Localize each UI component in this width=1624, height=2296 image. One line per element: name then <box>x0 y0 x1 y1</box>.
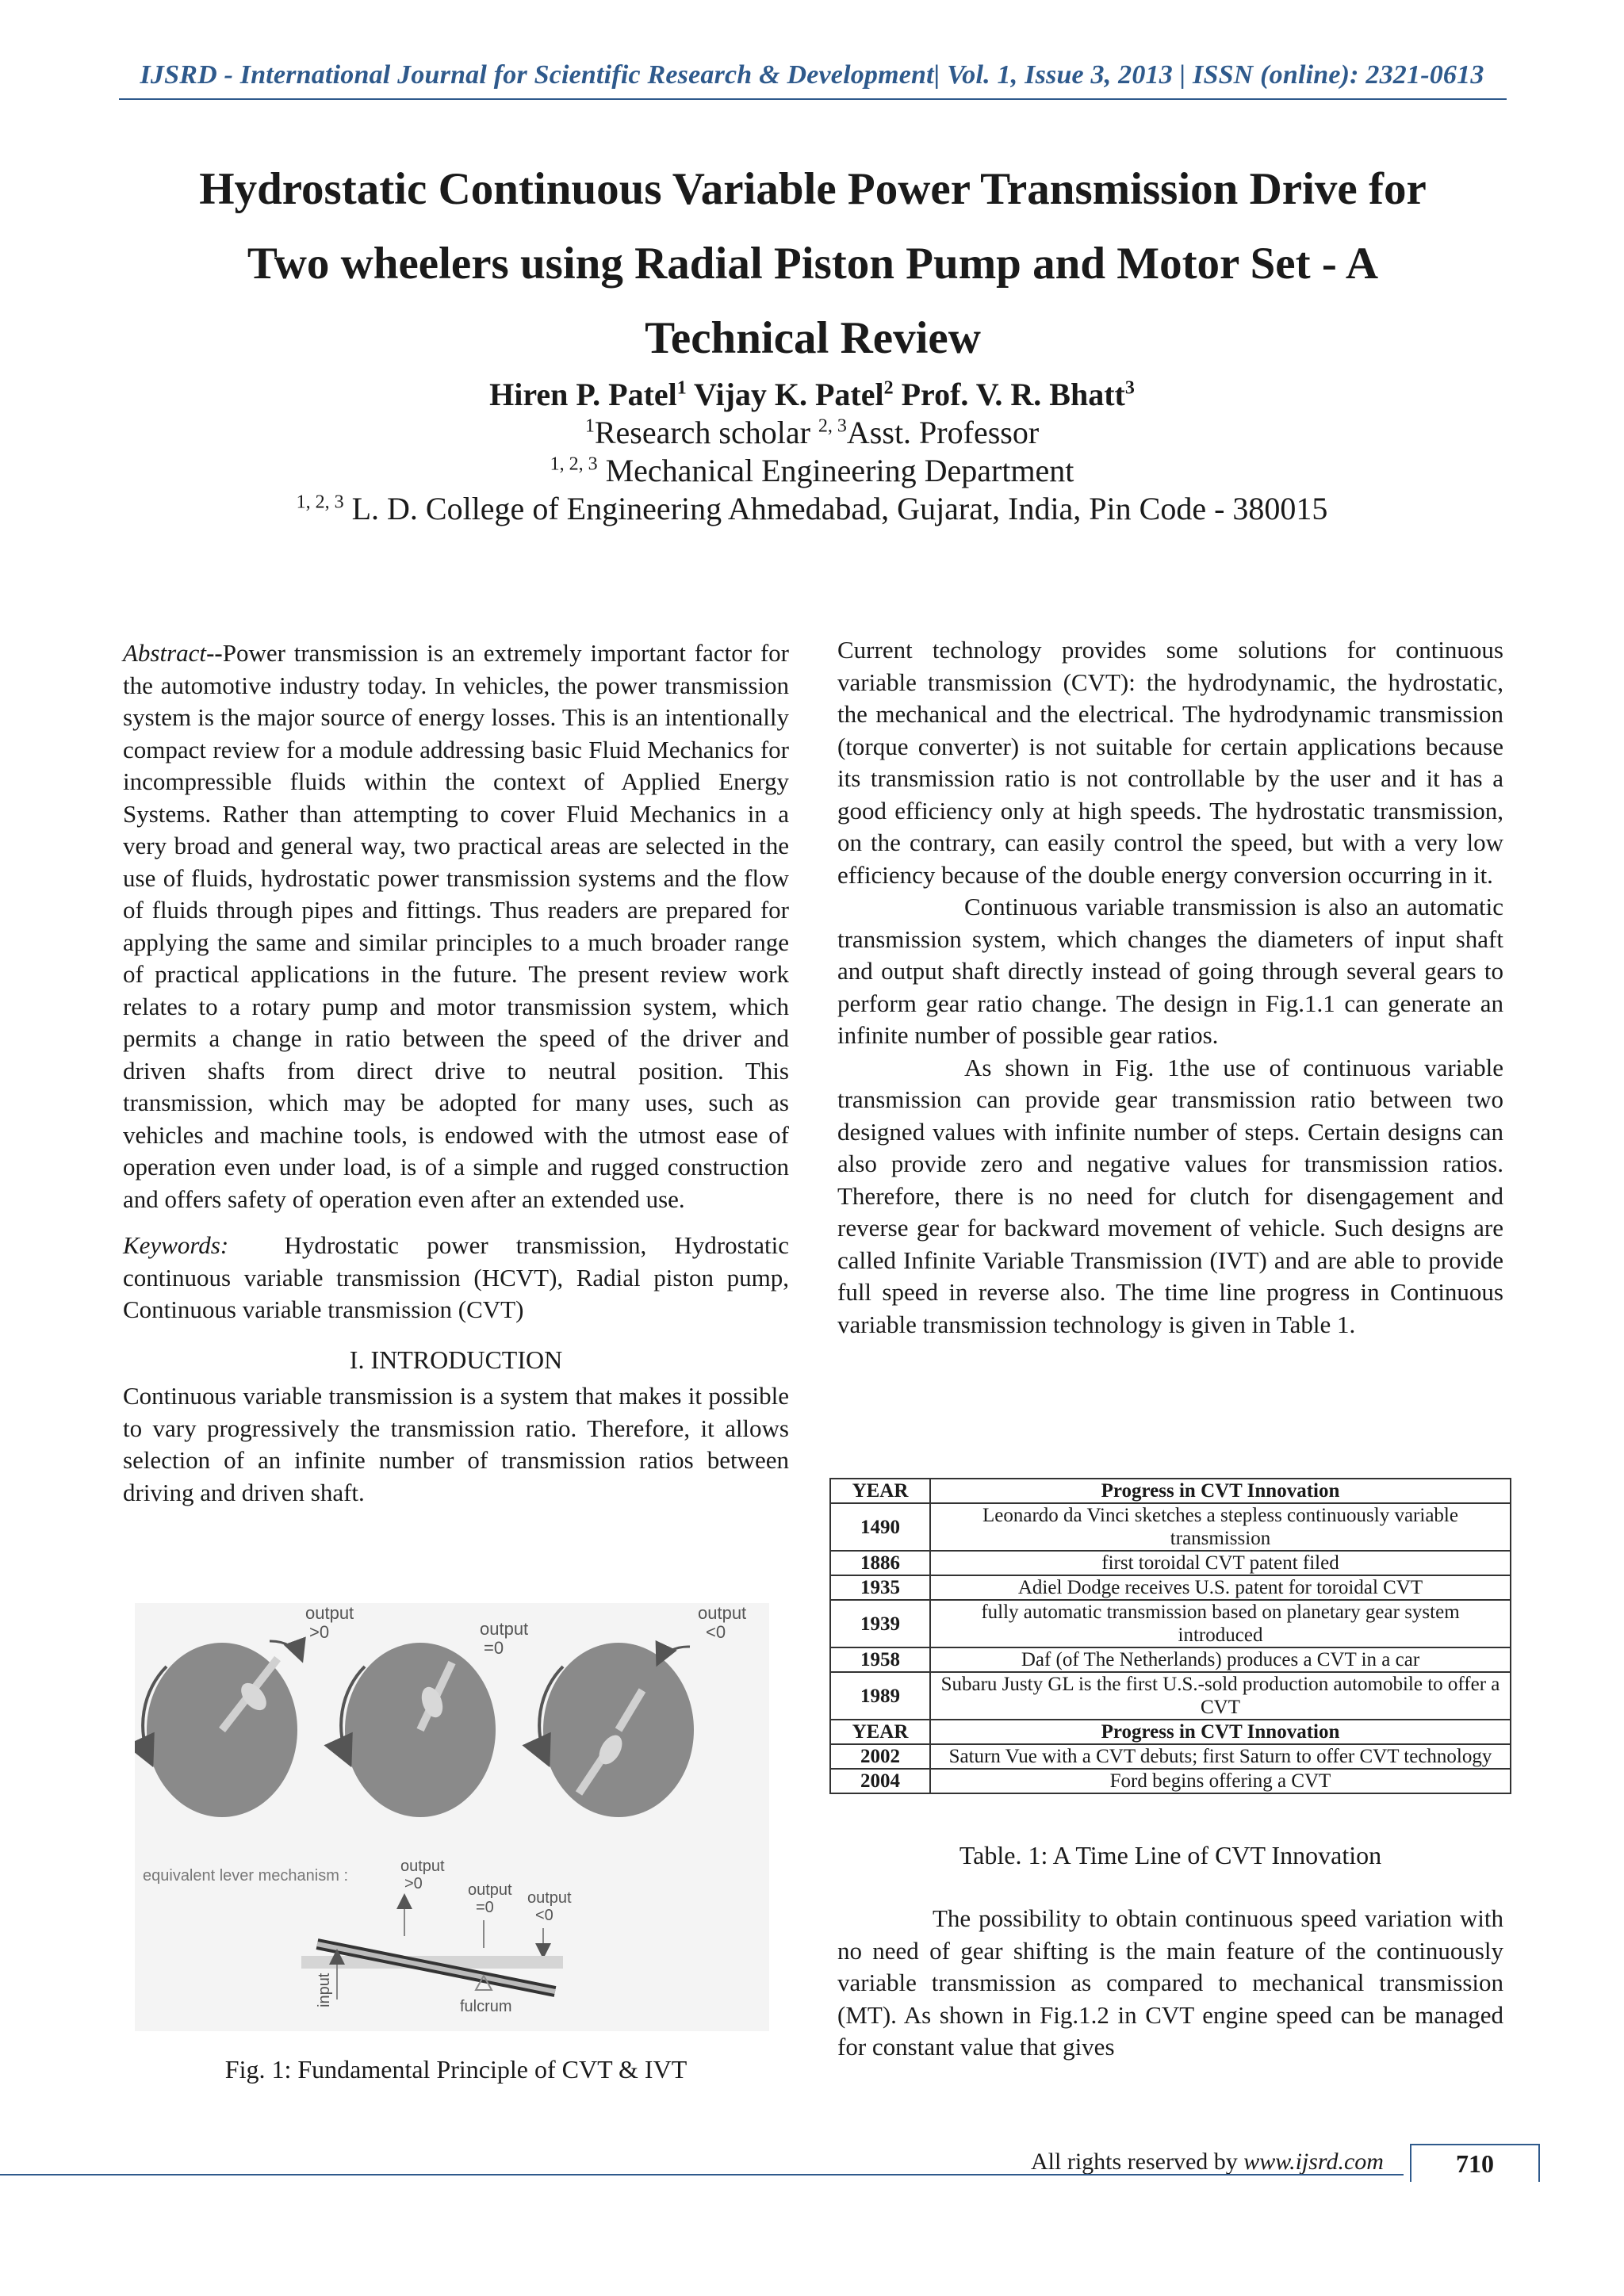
table-row <box>830 1672 1511 1720</box>
table-cell-text: Subaru Justy GL is the first U.S.-sold production automobile to offer a CVT <box>930 1672 1511 1720</box>
table-row <box>830 1744 1511 1769</box>
footer-rights-text: All rights reserved by <box>1031 2149 1244 2175</box>
lever-out-2-value: =0 <box>476 1899 494 1916</box>
affiliation-1-sup-b: 2, 3 <box>818 415 847 437</box>
disk-1-value: >0 <box>309 1622 330 1642</box>
authors-block <box>0 376 1624 528</box>
table-cell-text: Leonardo da Vinci sketches a stepless continuously variable transmission <box>930 1503 1511 1551</box>
affiliation-1-sup-a: 1 <box>584 415 595 437</box>
keywords-label: Keywords: <box>123 1231 229 1259</box>
affiliation-2 <box>0 452 1624 490</box>
right-para-3: As shown in Fig. 1the use of continuous variable transmission can provide gear transmission ratio between two designed values with infinite number of steps. Certain designs can also provide zero and negative values for transmission ratios. Therefore, there is no need for clutch for disengagement and reverse gear for backward movement of vehicle. Such designs are called Infinite Variable Transmission (IVT) and are able to provide full speed in reverse also. The time line progress in Continuous variable transmission technology is given in Table 1. <box>837 1053 1503 1338</box>
left-column <box>123 637 789 1509</box>
lever-out-3-value: <0 <box>535 1907 553 1924</box>
table-header-row-2 <box>830 1720 1511 1744</box>
table-cell-year: 1989 <box>830 1672 930 1720</box>
table-cell-year: 2004 <box>830 1769 930 1793</box>
table-cell-text: Adiel Dodge receives U.S. patent for toroidal CVT <box>930 1575 1511 1600</box>
table-cell-text: Daf (of The Netherlands) produces a CVT in a car <box>930 1647 1511 1672</box>
table-cell-year: 1958 <box>830 1647 930 1672</box>
lever-fulcrum-label: fulcrum <box>460 1998 512 2015</box>
title-line-2: Two wheelers using Radial Piston Pump and Motor Set - A <box>247 239 1379 289</box>
author-1-sup: 1 <box>676 377 687 399</box>
table-cell-text: fully automatic transmission based on planetary gear system introduced <box>930 1600 1511 1647</box>
page-number: 710 <box>1410 2144 1540 2182</box>
right-para-1: Current technology provides some solutions for continuous variable transmission (CVT): the hydrodynamic, the hydrostatic, the mechanical and the electrical. The hydrodynamic transmission (torque converter) is not suitable for certain applications because its transmission ratio is not controllable by the user and it has a good efficiency only at high speeds. The hydrostatic transmission, on the contrary, can easily control the speed, but with a very low efficiency because of the double energy conversion occurring in it. <box>837 636 1503 889</box>
abstract-dash: -- <box>206 639 223 667</box>
keywords-text: Hydrostatic power transmission, Hydrostatic continuous variable transmission (HCVT), Radial piston pump, Continuous variable transmission (CVT) <box>123 1231 790 1323</box>
table-cell-text: Saturn Vue with a CVT debuts; first Saturn to offer CVT technology <box>930 1744 1511 1769</box>
table-row <box>830 1600 1511 1647</box>
author-3: Prof. V. R. Bhatt <box>901 377 1125 412</box>
lever-out-2-label: output <box>468 1881 512 1899</box>
header-rule <box>119 98 1507 100</box>
lever-out-1-label: output <box>400 1858 445 1875</box>
table-cell-year: 1935 <box>830 1575 930 1600</box>
lever-out-3-label: output <box>527 1889 572 1907</box>
table-cell-year: 2002 <box>830 1744 930 1769</box>
table-row <box>830 1575 1511 1600</box>
figure-1 <box>135 1603 769 2031</box>
table-cell-text: first toroidal CVT patent filed <box>930 1551 1511 1575</box>
disk-3-label: output <box>698 1603 747 1623</box>
table-header-progress-2: Progress in CVT Innovation <box>930 1720 1511 1744</box>
affiliation-2-sup: 1, 2, 3 <box>550 453 598 475</box>
abstract-text: Power transmission is an extremely important factor for the automotive industry today. In vehicles, the power transmission system is the major source of energy losses. This is an intentionally compact review for a module addressing basic Fluid Mechanics for incompressible fluids within the context of Applied Energy Systems. Rather than attempting to cover Fluid Mechanics in a very broad and general way, two practical areas are selected in the use of fluids, hydrostatic power transmission systems and the flow of fluids through pipes and fittings. Thus readers are prepared for applying the same and similar principles to a much broader range of practical applications in the future. The present review work relates to a rotary pump and motor transmission system, which permits a change in ratio between the speed of the driver and driven shafts from direct drive to neutral position. This transmission, which may be adopted for many uses, such as vehicles and machine tools, is endowed with the utmost ease of operation even under load, is of a simple and rugged construction and offers safety of operation even after an extended use. <box>123 639 789 1213</box>
affiliation-3 <box>0 490 1624 528</box>
abstract <box>123 637 789 1215</box>
author-names <box>0 376 1624 414</box>
affiliation-2-text: Mechanical Engineering Department <box>605 453 1074 488</box>
affiliation-1-a: Research scholar <box>594 415 810 450</box>
disk-3-value: <0 <box>706 1622 726 1642</box>
author-3-sup: 3 <box>1124 377 1135 399</box>
disk-2-value: =0 <box>484 1638 504 1658</box>
disk-2-label: output <box>480 1619 529 1639</box>
footer-site-link[interactable]: www.ijsrd.com <box>1243 2149 1384 2175</box>
intro-heading: I. INTRODUCTION <box>349 1345 563 1374</box>
journal-header: IJSRD - International Journal for Scientific Research & Development| Vol. 1, Issue 3, 2013 | ISSN (online): 2321-0613 <box>140 60 1484 90</box>
table-header-progress: Progress in CVT Innovation <box>930 1479 1511 1503</box>
author-2: Vijay K. Patel <box>694 377 884 412</box>
table-cell-year: 1490 <box>830 1503 930 1551</box>
abstract-label: Abstract <box>123 639 207 667</box>
affiliation-1-b: Asst. Professor <box>846 415 1040 450</box>
cvt-timeline-table <box>829 1478 1511 1794</box>
author-1: Hiren P. Patel <box>489 377 677 412</box>
right-para-2: Continuous variable transmission is also an automatic transmission system, which changes the diameters of input shaft and output shaft directly instead of going through several gears to perform gear ratio change. The design in Fig.1.1 can generate an infinite number of possible gear ratios. <box>837 893 1503 1049</box>
footer-rule <box>0 2174 1404 2175</box>
right-column-bottom <box>837 1903 1503 2064</box>
table-cell-year: 1886 <box>830 1551 930 1575</box>
table-1-caption: Table. 1: A Time Line of CVT Innovation <box>959 1841 1382 1869</box>
affiliation-3-sup: 1, 2, 3 <box>296 492 344 513</box>
table-header-year: YEAR <box>830 1479 930 1503</box>
table-row <box>830 1551 1511 1575</box>
table-cell-text: Ford begins offering a CVT <box>930 1769 1511 1793</box>
table-row <box>830 1769 1511 1793</box>
right-column-top <box>837 634 1503 1341</box>
title-line-3: Technical Review <box>645 313 981 363</box>
paper-title <box>111 152 1515 376</box>
table-header-row <box>830 1479 1511 1503</box>
title-line-1: Hydrostatic Continuous Variable Power Transmission Drive for <box>199 164 1427 214</box>
lever-input-label: input <box>316 1973 333 2007</box>
table-cell-year: 1939 <box>830 1600 930 1647</box>
intro-para-1: Continuous variable transmission is a system that makes it possible to vary progressively the transmission ratio. Therefore, it allows selection of an infinite number of transmission ratios between driving and driven shaft. <box>123 1382 789 1506</box>
figure-1-caption: Fig. 1: Fundamental Principle of CVT & IVT <box>224 2055 688 2084</box>
author-2-sup: 2 <box>883 377 894 399</box>
affiliation-1 <box>0 414 1624 452</box>
affiliation-3-text: L. D. College of Engineering Ahmedabad, Gujarat, India, Pin Code - 380015 <box>351 491 1328 526</box>
table-row <box>830 1503 1511 1551</box>
disk-1-label: output <box>305 1603 354 1623</box>
lever-out-1-value: >0 <box>404 1875 423 1892</box>
lever-title: equivalent lever mechanism : <box>143 1867 349 1885</box>
table-header-year-2: YEAR <box>830 1720 930 1744</box>
footer-rights <box>1031 2149 1384 2175</box>
table-row <box>830 1647 1511 1672</box>
right-para-4: The possibility to obtain continuous speed variation with no need of gear shifting is the main feature of the continuously variable transmission as compared to mechanical transmission (MT). As shown in Fig.1.2 in CVT engine speed can be managed for constant value that gives <box>837 1904 1503 2061</box>
keywords <box>123 1230 789 1326</box>
